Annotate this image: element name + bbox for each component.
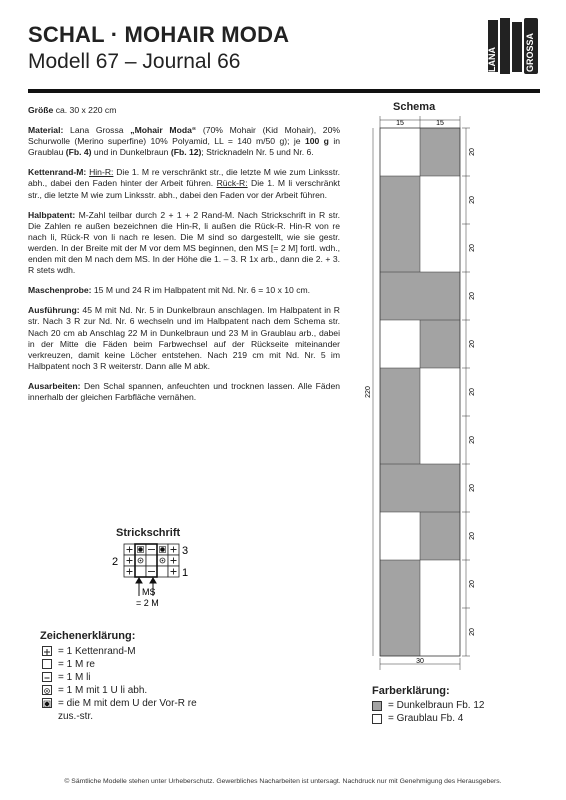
schema-segment-dark xyxy=(420,512,460,560)
color-legend-text: = Graublau Fb. 4 xyxy=(388,713,464,724)
ausarbeiten-text: Den Schal spannen, anfeuchten und trocknen lassen. Alle Fäden innerhalb der gleichen Farbfläche vernähen. xyxy=(28,380,340,402)
dot-box-icon xyxy=(42,685,52,695)
ausfuehrung-paragraph xyxy=(28,305,340,372)
dimension-label-segment: 20 xyxy=(469,340,476,348)
dash-box-icon xyxy=(42,672,52,682)
svg-text:GROSSA: GROSSA xyxy=(525,32,535,72)
kettenrand-rueck-text: Die 1. M li verschränkt str., die letzte M wie zum Linksstr. abh., dabei den Faden vor der Arbeit führen. xyxy=(28,178,340,200)
schema-segment-dark xyxy=(380,368,420,416)
legend-text: = 1 M li xyxy=(58,672,91,683)
schema-segment-dark xyxy=(380,416,420,464)
dimension-label-segment: 20 xyxy=(469,532,476,540)
dimension-label-bottom: 30 xyxy=(416,658,424,665)
schema-segment-dark xyxy=(380,608,420,656)
kettenrand-hin-text: Die 1. M re verschränkt str., die letzte M wie zum Linksstr. abh., dabei den Faden hinter der Arbeit führen. xyxy=(28,167,340,189)
legend-text: = 1 M re xyxy=(58,659,95,670)
halbpatent-label: Halbpatent: xyxy=(28,209,76,220)
farberklaerung-list xyxy=(372,699,484,725)
kettenrand-hin: Hin-R: xyxy=(89,167,114,178)
dark-swatch-icon xyxy=(372,701,382,711)
maschenprobe-paragraph xyxy=(28,285,340,296)
dimension-label-top-right: 15 xyxy=(436,120,444,127)
row-label-2: 2 xyxy=(112,556,119,568)
legend-item xyxy=(40,645,197,658)
material-paragraph xyxy=(28,125,340,158)
ms-value: = 2 M xyxy=(136,598,159,608)
dimension-label-segment: 20 xyxy=(469,580,476,588)
strickschrift-chart xyxy=(110,538,200,613)
schema-segment-dark xyxy=(380,176,420,224)
schema-segment-dark xyxy=(420,320,460,368)
legend-item xyxy=(40,671,197,684)
dimension-label-total: 220 xyxy=(365,386,372,398)
svg-text:LANA: LANA xyxy=(487,47,497,72)
maschenprobe-text: 15 M und 24 R im Halbpatent mit Nd. Nr. 6 = 10 x 10 cm. xyxy=(91,285,311,296)
page-subtitle: Modell 67 – Journal 66 xyxy=(28,50,241,73)
material-text: ; Stricknadeln Nr. 5 und Nr. 6. xyxy=(201,147,314,158)
material-text: (70% Mohair (Kid Mohair), 20% Schurwolle (Merino superfine) 10% Polyamid, LL = 140 m/50 g); je xyxy=(28,125,340,147)
dimension-label-segment: 20 xyxy=(469,628,476,636)
dimension-label-segment: 20 xyxy=(469,148,476,156)
copyright-footer: © Sämtliche Modelle stehen unter Urheberschutz. Gewerbliches Nacharbeiten ist untersagt. Nachdruck nur mit Genehmigung des Herausgebers. xyxy=(64,778,502,785)
material-label: Material: xyxy=(28,125,64,136)
header-rule xyxy=(28,89,540,93)
zeichenerklaerung-title: Zeichenerklärung: xyxy=(40,630,136,642)
dimension-label-segment: 20 xyxy=(469,484,476,492)
material-text: und in Dunkelbraun xyxy=(91,147,171,158)
legend-text: = 1 Kettenrand-M xyxy=(58,646,136,657)
material-amount: 100 g xyxy=(304,136,329,147)
material-yarn: „Mohair Moda“ xyxy=(130,125,197,136)
ausfuehrung-text: 45 M mit Nd. Nr. 5 in Dunkelbraun anschlagen. Im Halbpatent in R str. Nach 3 R zur Nd. Nr. 6 wechseln und im Halbpatent nach dem Schema str. Nach 20 cm ab Anschlag 22 M in Dunkelbraun und 23 M in Graublau arb., dabei in der Mitte die Fäden beim Farbwechsel auf der Rückseite miteinander verkreuzen, damit keine Löcher entstehen. Nach 219 cm mit Nd. Nr. 5 im Halbpatent noch 3 R weiterstr. Dann alle M abk. xyxy=(28,305,340,371)
ausarbeiten-paragraph xyxy=(28,381,340,403)
halbpatent-paragraph xyxy=(28,210,340,277)
legend-text: = die M mit dem U der Vor-R re xyxy=(58,698,197,709)
dimension-label-segment: 20 xyxy=(469,436,476,444)
maschenprobe-label: Maschenprobe: xyxy=(28,285,92,296)
groesse-paragraph xyxy=(28,105,340,116)
groesse-label: Größe xyxy=(28,105,54,115)
dimension-label-segment: 20 xyxy=(469,388,476,396)
legend-text: = 1 M mit 1 U li abh. xyxy=(58,685,148,696)
dimension-label-top-left: 15 xyxy=(396,120,404,127)
material-fb4: (Fb. 4) xyxy=(65,147,92,158)
strickschrift-title: Strickschrift xyxy=(116,527,181,539)
row-label-1: 1 xyxy=(182,567,189,579)
empty-box-icon xyxy=(42,659,52,669)
instructions-text xyxy=(28,105,340,412)
color-legend-text: = Dunkelbraun Fb. 12 xyxy=(388,700,485,711)
page-title: SCHAL · MOHAIR MODA xyxy=(28,22,290,47)
groesse-text: ca. 30 x 220 cm xyxy=(53,105,117,115)
ausfuehrung-label: Ausführung: xyxy=(28,305,80,316)
legend-item xyxy=(40,684,197,697)
halbpatent-text: M-Zahl teilbar durch 2 + 1 + 2 Rand-M. Nach Strickschrift in R str. Die Zahlen re außen bezeichnen die Hin-R, li außen die Rück-R. Hin-R von re nach li, Rück-R von li nach re lesen. Die M sind so dargestellt, wie sie gestr. werden. In der Breite mit der M vor dem MS beginnen, den MS [= 2 M] fortl. wdh., enden mit den M nach dem MS. In der Höhe die 1. – 3. R 1x arb., dann die 2. + 3. R stets wdh. xyxy=(28,209,340,276)
ausarbeiten-label: Ausarbeiten: xyxy=(28,380,81,391)
schema-segment-dark xyxy=(380,272,460,320)
schema-segment-dark xyxy=(380,560,420,608)
zeichenerklaerung-list xyxy=(40,645,197,723)
farberklaerung-title: Farberklärung: xyxy=(372,685,450,697)
kettenrand-label: Kettenrand-M: xyxy=(28,167,87,178)
schema-segment-dark xyxy=(420,128,460,176)
legend-item xyxy=(40,697,197,710)
color-legend-item xyxy=(372,699,484,712)
plus-box-icon xyxy=(42,646,52,656)
schema-segment-dark xyxy=(380,464,460,512)
schema-title: Schema xyxy=(393,101,436,113)
color-legend-item xyxy=(372,712,484,725)
dimension-label-segment: 20 xyxy=(469,196,476,204)
dimension-label-segment: 20 xyxy=(469,244,476,252)
material-fb12: (Fb. 12) xyxy=(170,147,202,158)
material-text: Lana Grossa xyxy=(63,125,131,136)
light-swatch-icon xyxy=(372,714,382,724)
material-text: in Graublau xyxy=(28,136,341,158)
dimension-label-segment: 20 xyxy=(469,292,476,300)
legend-item xyxy=(40,710,197,723)
filled-dot-box-icon xyxy=(42,698,52,708)
lana-grossa-logo xyxy=(486,16,542,80)
ms-label: MS xyxy=(142,587,156,597)
legend-text: zus.-str. xyxy=(58,711,94,722)
legend-item xyxy=(40,658,197,671)
schema-diagram xyxy=(340,112,480,672)
kettenrand-rueck: Rück-R: xyxy=(216,178,248,189)
schema-segment-dark xyxy=(380,224,420,272)
kettenrand-paragraph xyxy=(28,167,340,200)
row-label-3: 3 xyxy=(182,545,189,557)
